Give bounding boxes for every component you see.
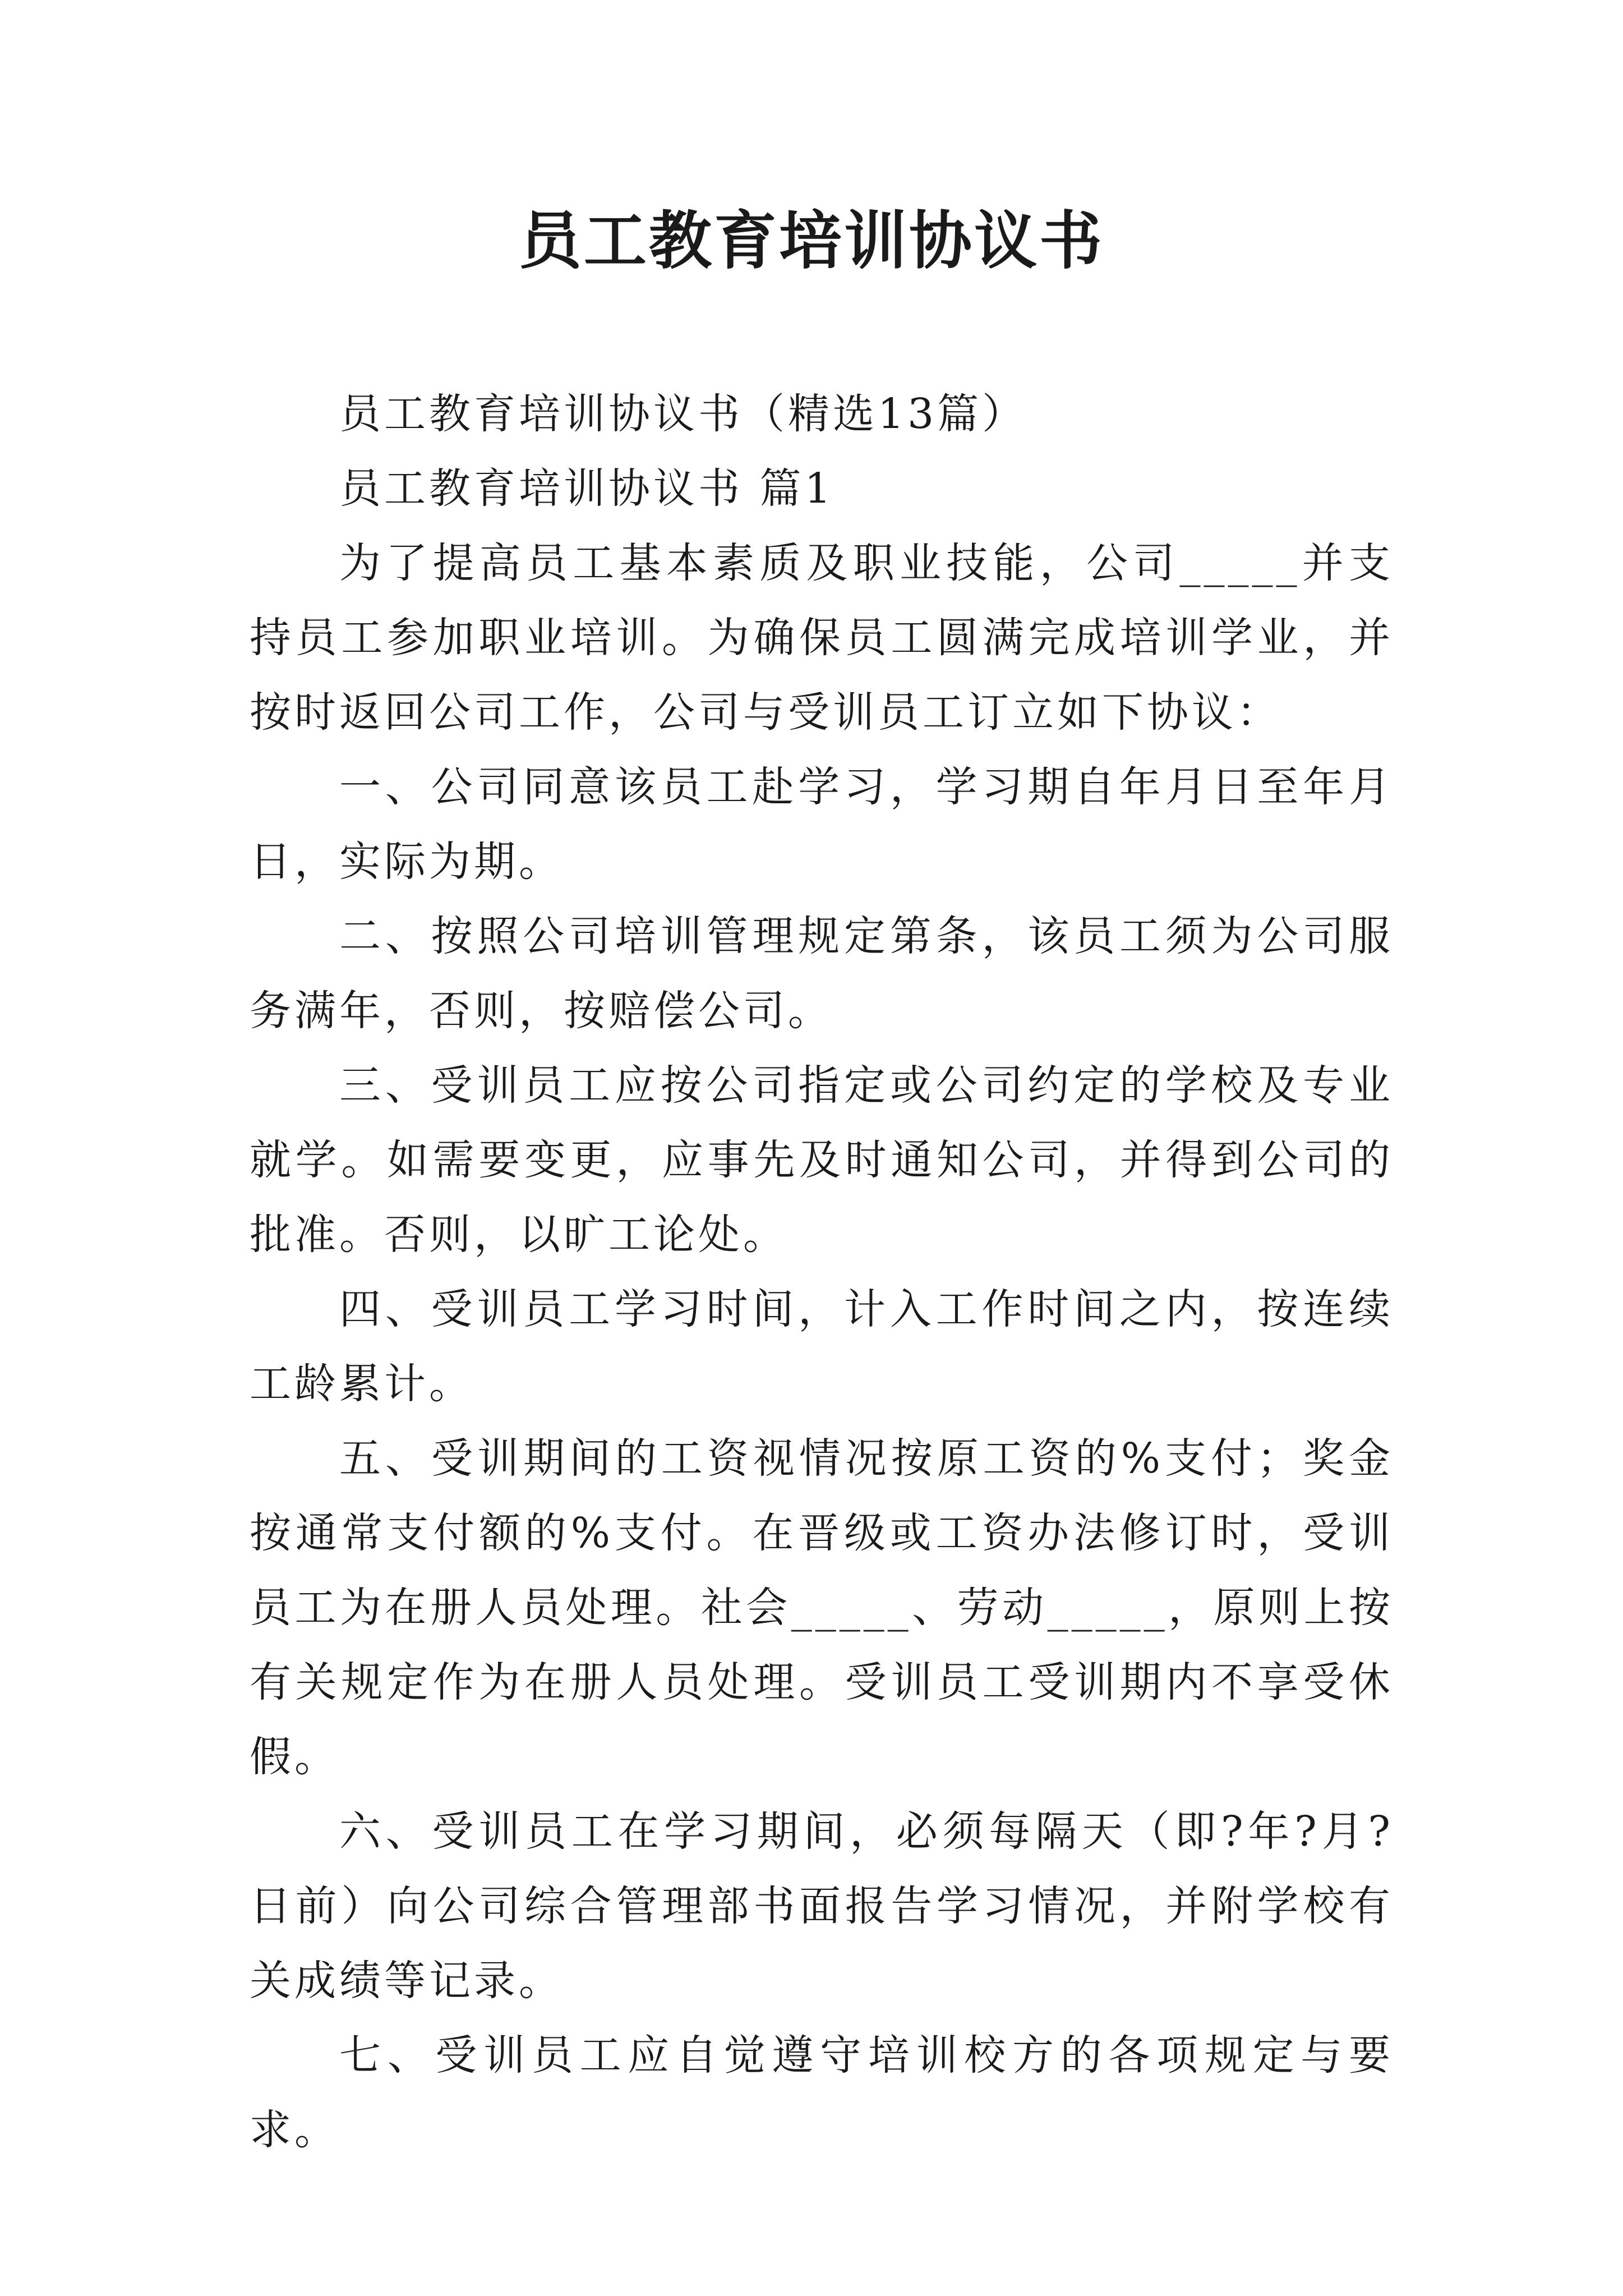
clause-5: 五、受训期间的工资视情况按原工资的%支付；奖金按通常支付额的%支付。在晋级或工资办法修订时，受训员工为在册人员处理。社会_____、劳动_____，原则上按有关规定作为在册人员处理。受训员工受训期内不享受休假。 bbox=[250, 1434, 1394, 1781]
intro-paragraph: 为了提高员工基本素质及职业技能，公司_____并支持员工参加职业培训。为确保员工圆满完成培训学业，并按时返回公司工作，公司与受训员工订立如下协议： bbox=[250, 539, 1394, 737]
clause-3: 三、受训员工应按公司指定或公司约定的学校及专业就学。如需要变更，应事先及时通知公司，并得到公司的批准。否则，以旷工论处。 bbox=[250, 1061, 1394, 1259]
section-heading: 员工教育培训协议书 篇1 bbox=[339, 464, 834, 513]
clause-6: 六、受训员工在学习期间，必须每隔天（即?年?月?日前）向公司综合管理部书面报告学习情况，并附学校有关成绩等记录。 bbox=[250, 1807, 1394, 2005]
document-title: 员工教育培训协议书 bbox=[519, 205, 1104, 278]
clause-2: 二、按照公司培训管理规定第条，该员工须为公司服务满年，否则，按赔偿公司。 bbox=[250, 912, 1394, 1035]
clause-1: 一、公司同意该员工赴学习，学习期自年月日至年月日，实际为期。 bbox=[250, 763, 1394, 886]
subtitle-paragraph: 员工教育培训协议书（精选13篇） bbox=[339, 390, 1027, 438]
document-body bbox=[250, 377, 1394, 2168]
clause-7: 七、受训员工应自觉遵守培训校方的各项规定与要求。 bbox=[250, 2031, 1394, 2154]
clause-4: 四、受训员工学习时间，计入工作时间之内，按连续工龄累计。 bbox=[250, 1285, 1394, 1408]
